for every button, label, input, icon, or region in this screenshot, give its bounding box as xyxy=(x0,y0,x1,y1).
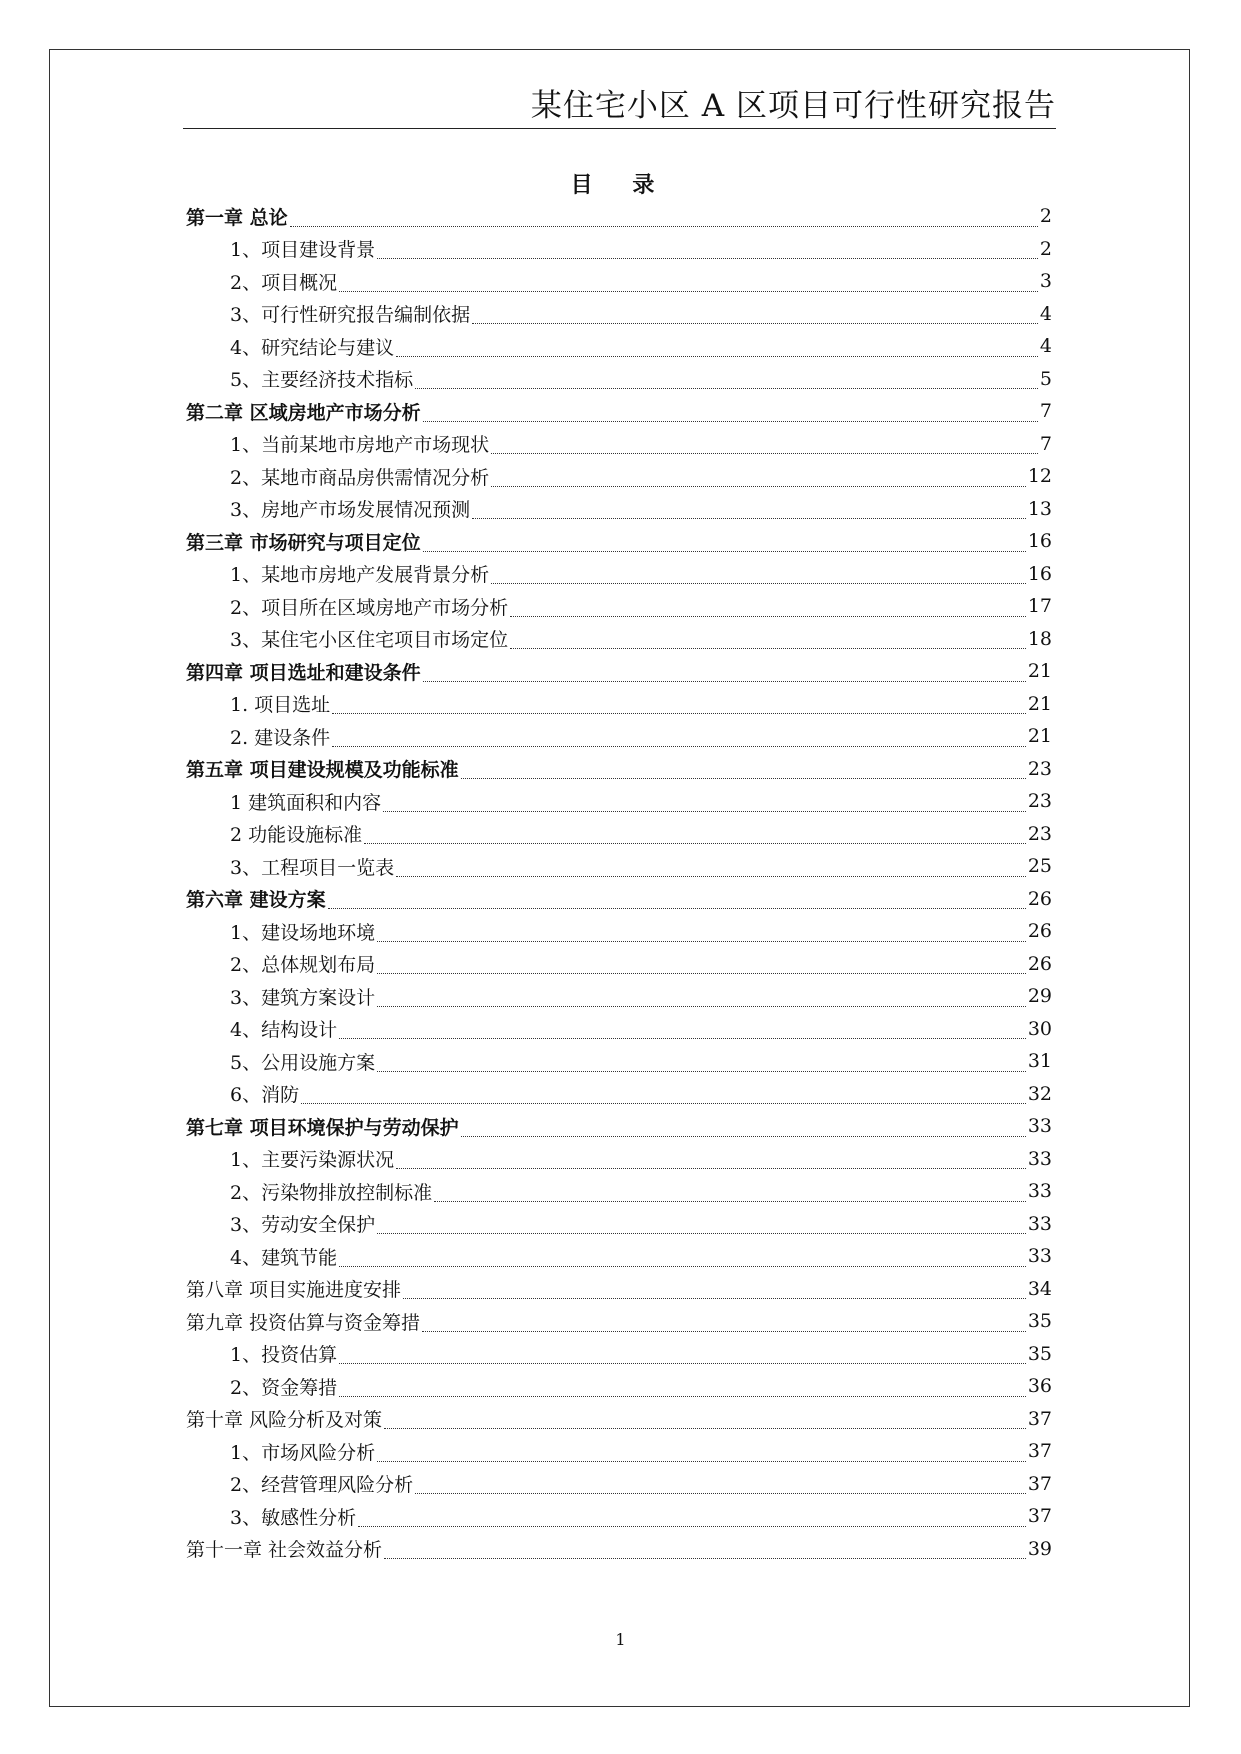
toc-entry-page: 37 xyxy=(1027,1407,1052,1430)
dot-leader xyxy=(377,1447,1026,1462)
dot-leader xyxy=(339,1252,1026,1267)
toc-section-entry[interactable] xyxy=(186,330,1052,363)
toc-section-entry[interactable] xyxy=(186,948,1052,981)
toc-entry-page: 37 xyxy=(1027,1440,1052,1463)
dot-leader xyxy=(472,504,1026,519)
toc-entry-label: 第五章 项目建设规模及功能标准 xyxy=(186,759,459,782)
dot-leader xyxy=(472,309,1038,324)
toc-section-entry[interactable] xyxy=(186,558,1052,591)
toc-chapter-entry[interactable] xyxy=(186,1273,1052,1306)
toc-section-entry[interactable] xyxy=(186,493,1052,526)
toc-entry-label: 1、市场风险分析 xyxy=(230,1441,376,1464)
dot-leader xyxy=(377,992,1026,1007)
toc-entry-page: 39 xyxy=(1027,1537,1052,1560)
toc-entry-page: 31 xyxy=(1027,1050,1052,1073)
toc-entry-page: 13 xyxy=(1027,497,1052,520)
toc-entry-page: 32 xyxy=(1027,1082,1052,1105)
toc-entry-label: 1、某地市房地产发展背景分析 xyxy=(230,564,490,587)
toc-entry-label: 第四章 项目选址和建设条件 xyxy=(186,661,421,684)
toc-entry-label: 1、投资估算 xyxy=(230,1344,338,1367)
toc-entry-page: 7 xyxy=(1039,432,1052,455)
toc-entry-page: 36 xyxy=(1027,1375,1052,1398)
dot-leader xyxy=(339,1024,1026,1039)
toc-section-entry[interactable] xyxy=(186,688,1052,721)
running-header xyxy=(183,84,1056,129)
toc-entry-label: 1 建筑面积和内容 xyxy=(230,791,382,814)
toc-chapter-entry[interactable] xyxy=(186,525,1052,558)
dot-leader xyxy=(396,862,1026,877)
toc-chapter-entry[interactable] xyxy=(186,753,1052,786)
dot-leader xyxy=(290,212,1038,227)
dot-leader xyxy=(377,959,1026,974)
toc-entry-page: 37 xyxy=(1027,1472,1052,1495)
toc-entry-page: 21 xyxy=(1027,692,1052,715)
toc-entry-page: 33 xyxy=(1027,1180,1052,1203)
toc-chapter-entry[interactable] xyxy=(186,655,1052,688)
dot-leader xyxy=(328,894,1026,909)
toc-entry-label: 第三章 市场研究与项目定位 xyxy=(186,531,421,554)
dot-leader xyxy=(339,1382,1026,1397)
toc-chapter-entry[interactable] xyxy=(186,200,1052,233)
dot-leader xyxy=(423,667,1026,682)
toc-section-entry[interactable] xyxy=(186,980,1052,1013)
toc-entry-label: 3、工程项目一览表 xyxy=(230,856,395,879)
dot-leader xyxy=(403,1284,1026,1299)
toc-entry-label: 1. 项目选址 xyxy=(230,694,331,717)
toc-entry-page: 26 xyxy=(1027,920,1052,943)
toc-entry-page: 21 xyxy=(1027,660,1052,683)
dot-leader xyxy=(434,1187,1026,1202)
toc-entry-page: 16 xyxy=(1027,530,1052,553)
dot-leader xyxy=(358,1512,1026,1527)
toc-entry-label: 第一章 总论 xyxy=(186,206,288,229)
dot-leader xyxy=(383,797,1026,812)
toc-entry-label: 3、可行性研究报告编制依据 xyxy=(230,304,471,327)
toc-heading: 目 录 xyxy=(570,172,671,198)
dot-leader xyxy=(423,537,1026,552)
toc-entry-page: 18 xyxy=(1027,627,1052,650)
toc-entry-page: 26 xyxy=(1027,887,1052,910)
toc-entry-label: 2、经营管理风险分析 xyxy=(230,1474,414,1497)
dot-leader xyxy=(396,1154,1026,1169)
toc-entry-label: 2 功能设施标准 xyxy=(230,824,363,847)
toc-entry-page: 34 xyxy=(1027,1277,1052,1300)
toc-section-entry[interactable] xyxy=(186,590,1052,623)
toc-section-entry[interactable] xyxy=(186,1175,1052,1208)
dot-leader xyxy=(415,1479,1026,1494)
toc-entry-label: 5、公用设施方案 xyxy=(230,1051,376,1074)
dot-leader xyxy=(384,1544,1026,1559)
toc-entry-page: 5 xyxy=(1039,367,1052,390)
toc-section-entry[interactable] xyxy=(186,720,1052,753)
toc-entry-page: 3 xyxy=(1039,270,1052,293)
dot-leader xyxy=(301,1089,1026,1104)
toc-section-entry[interactable] xyxy=(186,1143,1052,1176)
toc-entry-page: 12 xyxy=(1027,465,1052,488)
toc-section-entry[interactable] xyxy=(186,623,1052,656)
dot-leader xyxy=(491,569,1026,584)
toc-section-entry[interactable] xyxy=(186,265,1052,298)
toc-section-entry[interactable] xyxy=(186,460,1052,493)
toc-entry-label: 3、房地产市场发展情况预测 xyxy=(230,499,471,522)
toc-entry-page: 23 xyxy=(1027,790,1052,813)
toc-section-entry[interactable] xyxy=(186,1240,1052,1273)
toc-entry-page: 17 xyxy=(1027,595,1052,618)
dot-leader xyxy=(339,1349,1026,1364)
toc-entry-page: 35 xyxy=(1027,1342,1052,1365)
toc-entry-label: 4、结构设计 xyxy=(230,1019,338,1042)
toc-entry-page: 4 xyxy=(1039,335,1052,358)
page-number: 1 xyxy=(615,1630,626,1649)
toc-section-entry[interactable] xyxy=(186,1468,1052,1501)
toc-entry-page: 35 xyxy=(1027,1310,1052,1333)
toc-section-entry[interactable] xyxy=(186,850,1052,883)
toc-entry-label: 第十一章 社会效益分析 xyxy=(186,1539,383,1562)
toc-entry-label: 3、建筑方案设计 xyxy=(230,986,376,1009)
toc-section-entry[interactable] xyxy=(186,233,1052,266)
dot-leader xyxy=(510,634,1026,649)
toc-chapter-entry[interactable] xyxy=(186,1533,1052,1566)
dot-leader xyxy=(396,342,1038,357)
toc-section-entry[interactable] xyxy=(186,428,1052,461)
toc-chapter-entry[interactable] xyxy=(186,1403,1052,1436)
toc-chapter-entry[interactable] xyxy=(186,883,1052,916)
toc-section-entry[interactable] xyxy=(186,1078,1052,1111)
toc-entry-page: 30 xyxy=(1027,1017,1052,1040)
table-of-contents xyxy=(186,200,1052,1565)
toc-section-entry[interactable] xyxy=(186,1435,1052,1468)
toc-entry-page: 29 xyxy=(1027,985,1052,1008)
toc-chapter-entry[interactable] xyxy=(186,1305,1052,1338)
toc-entry-label: 1、项目建设背景 xyxy=(230,239,376,262)
toc-entry-label: 第八章 项目实施进度安排 xyxy=(186,1279,402,1302)
toc-section-entry[interactable] xyxy=(186,818,1052,851)
toc-entry-label: 1、建设场地环境 xyxy=(230,921,376,944)
toc-entry-label: 3、劳动安全保护 xyxy=(230,1214,376,1237)
toc-section-entry[interactable] xyxy=(186,915,1052,948)
dot-leader xyxy=(461,764,1026,779)
dot-leader xyxy=(422,1317,1026,1332)
toc-entry-page: 25 xyxy=(1027,855,1052,878)
toc-section-entry[interactable] xyxy=(186,298,1052,331)
dot-leader xyxy=(377,244,1038,259)
dot-leader xyxy=(423,407,1038,422)
toc-entry-page: 23 xyxy=(1027,822,1052,845)
toc-entry-page: 21 xyxy=(1027,725,1052,748)
toc-section-entry[interactable] xyxy=(186,1045,1052,1078)
toc-entry-label: 2、项目概况 xyxy=(230,271,338,294)
toc-entry-label: 3、敏感性分析 xyxy=(230,1506,357,1529)
toc-entry-label: 第六章 建设方案 xyxy=(186,889,326,912)
toc-entry-label: 1、主要污染源状况 xyxy=(230,1149,395,1172)
toc-section-entry[interactable] xyxy=(186,1500,1052,1533)
dot-leader xyxy=(332,699,1026,714)
toc-entry-page: 4 xyxy=(1039,302,1052,325)
toc-entry-page: 33 xyxy=(1027,1147,1052,1170)
dot-leader xyxy=(377,1219,1026,1234)
toc-entry-label: 2、总体规划布局 xyxy=(230,954,376,977)
toc-entry-label: 2、项目所在区域房地产市场分析 xyxy=(230,596,509,619)
dot-leader xyxy=(510,602,1026,617)
dot-leader xyxy=(384,1414,1026,1429)
toc-entry-label: 第十章 风险分析及对策 xyxy=(186,1409,383,1432)
toc-chapter-entry[interactable] xyxy=(186,395,1052,428)
toc-entry-label: 第二章 区域房地产市场分析 xyxy=(186,401,421,424)
toc-entry-label: 第九章 投资估算与资金筹措 xyxy=(186,1311,421,1334)
toc-section-entry[interactable] xyxy=(186,363,1052,396)
toc-entry-label: 4、建筑节能 xyxy=(230,1246,338,1269)
toc-entry-label: 1、当前某地市房地产市场现状 xyxy=(230,434,490,457)
toc-entry-label: 2、污染物排放控制标准 xyxy=(230,1181,433,1204)
toc-entry-page: 26 xyxy=(1027,952,1052,975)
toc-chapter-entry[interactable] xyxy=(186,1110,1052,1143)
toc-section-entry[interactable] xyxy=(186,785,1052,818)
toc-section-entry[interactable] xyxy=(186,1208,1052,1241)
dot-leader xyxy=(415,374,1038,389)
dot-leader xyxy=(377,927,1026,942)
toc-entry-label: 6、消防 xyxy=(230,1084,300,1107)
toc-section-entry[interactable] xyxy=(186,1013,1052,1046)
dot-leader xyxy=(364,829,1026,844)
toc-entry-label: 4、研究结论与建议 xyxy=(230,336,395,359)
toc-entry-page: 16 xyxy=(1027,562,1052,585)
toc-entry-page: 2 xyxy=(1039,237,1052,260)
toc-entry-page: 23 xyxy=(1027,757,1052,780)
toc-entry-page: 37 xyxy=(1027,1505,1052,1528)
dot-leader xyxy=(491,472,1026,487)
toc-entry-page: 33 xyxy=(1027,1212,1052,1235)
dot-leader xyxy=(491,439,1038,454)
toc-entry-page: 7 xyxy=(1039,400,1052,423)
toc-entry-page: 33 xyxy=(1027,1115,1052,1138)
report-title: 某住宅小区 A 区项目可行性研究报告 xyxy=(530,88,1056,124)
toc-entry-label: 第七章 项目环境保护与劳动保护 xyxy=(186,1116,459,1139)
toc-entry-page: 2 xyxy=(1039,205,1052,228)
toc-entry-label: 2、某地市商品房供需情况分析 xyxy=(230,466,490,489)
toc-entry-page: 33 xyxy=(1027,1245,1052,1268)
toc-entry-label: 5、主要经济技术指标 xyxy=(230,369,414,392)
dot-leader xyxy=(339,277,1038,292)
dot-leader xyxy=(377,1057,1026,1072)
toc-section-entry[interactable] xyxy=(186,1338,1052,1371)
toc-section-entry[interactable] xyxy=(186,1370,1052,1403)
toc-entry-label: 3、某住宅小区住宅项目市场定位 xyxy=(230,629,509,652)
toc-entry-label: 2、资金筹措 xyxy=(230,1376,338,1399)
dot-leader xyxy=(332,732,1026,747)
toc-entry-label: 2. 建设条件 xyxy=(230,726,331,749)
dot-leader xyxy=(461,1122,1026,1137)
